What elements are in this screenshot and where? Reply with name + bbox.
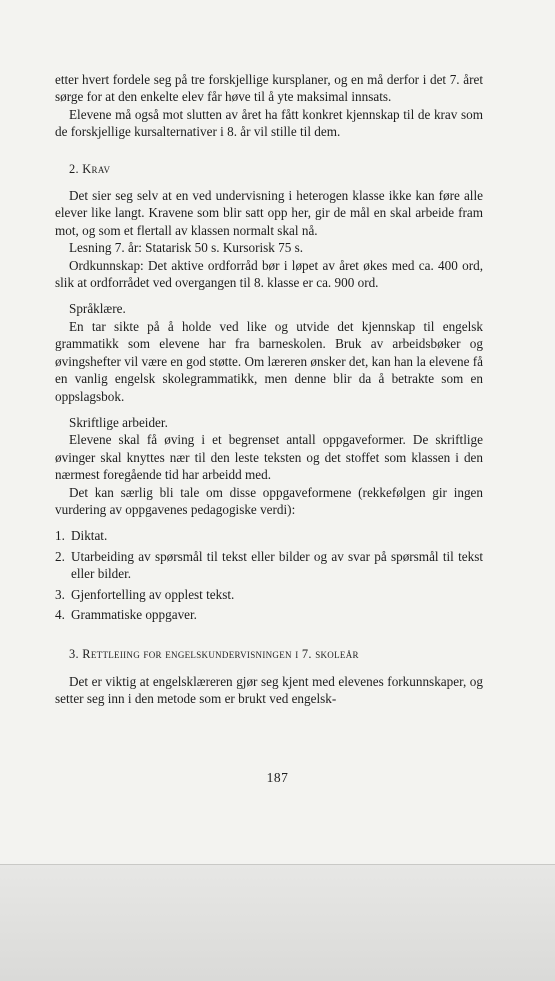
page-body bbox=[55, 71, 483, 708]
paragraph-lesning: Lesning 7. år: Statarisk 50 s. Kursorisk 75 s. bbox=[69, 240, 304, 256]
list-item: 2. Utarbeiding av spørsmål til tekst eller bilder og av svar på spørsmål til tekst eller bilder. bbox=[55, 548, 483, 582]
exercise-list bbox=[55, 527, 483, 623]
paragraph-grammatikk: En tar sikte på å holde ved like og utvide det kjennskap til engelsk grammatikk som elevene har fra barneskolen. Bruk av arbeidsbøker og øvingshefter vil være en god støtte. Om læreren ønsker det, kan han la elevene få en vanlig engelsk skolegrammatikk, men denne blir da å betrakte som en oppslagsbok. bbox=[55, 318, 483, 404]
paragraph-forkunnskaper: Det er viktig at engelsklæreren gjør seg kjent med elevenes forkunnskaper, og setter seg inn i den metode som er brukt ved engelsk- bbox=[55, 673, 483, 707]
paragraph-continuation: etter hvert fordele seg på tre forskjellige kursplaner, og en må derfor i det 7. året sørge for at den enkelte elev får høve til å yte maksimal innsats. bbox=[55, 72, 483, 105]
section-heading-krav: 2. Krav bbox=[69, 161, 111, 176]
section-heading-rettleiing: 3. Rettleiing for engelskundervisningen i 7. skoleår bbox=[69, 647, 359, 662]
page-number: 187 bbox=[266, 770, 289, 785]
list-item: 3. Gjenfortelling av opplest tekst. bbox=[55, 586, 235, 602]
list-item: 4. Grammatiske oppgaver. bbox=[55, 606, 197, 622]
paragraph-ordkunnskap: Ordkunnskap: Det aktive ordforråd bør i løpet av året økes med ca. 400 ord, slik at ordforrådet ved overgangen til 8. klasse er ca. 900 ord. bbox=[55, 257, 483, 291]
paragraph-oppgaveformer: Elevene skal få øving i et begrenset antall oppgaveformer. De skriftlige øvinger skal knyttes nær til den leste teksten og det stoffet som klassen i den nærmest foregående tid har arbeidd med. bbox=[55, 432, 483, 483]
subheading-skriftlige: Skriftlige arbeider. bbox=[69, 414, 168, 430]
list-item: 1. Diktat. bbox=[55, 528, 108, 544]
paragraph-rekkefolge: Det kan særlig bli tale om disse oppgaveformene (rekkefølgen gir ingen vurdering av oppgavenes pedagogiske verdi): bbox=[55, 484, 483, 517]
scan-background bbox=[0, 865, 555, 981]
paragraph-expectations: Elevene må også mot slutten av året ha fått konkret kjennskap til de krav som de forskjellige kursalternativer i 8. år vil stille til dem. bbox=[55, 106, 483, 140]
paragraph-krav: Det sier seg selv at en ved undervisning i heterogen klasse ikke kan føre alle elever like langt. Kravene som blir satt opp her, gir de mål en skal arbeide fram mot, og som et flertall av klassen normalt skal nå. bbox=[55, 188, 483, 238]
subheading-spraklaere: Språklære. bbox=[69, 301, 126, 317]
